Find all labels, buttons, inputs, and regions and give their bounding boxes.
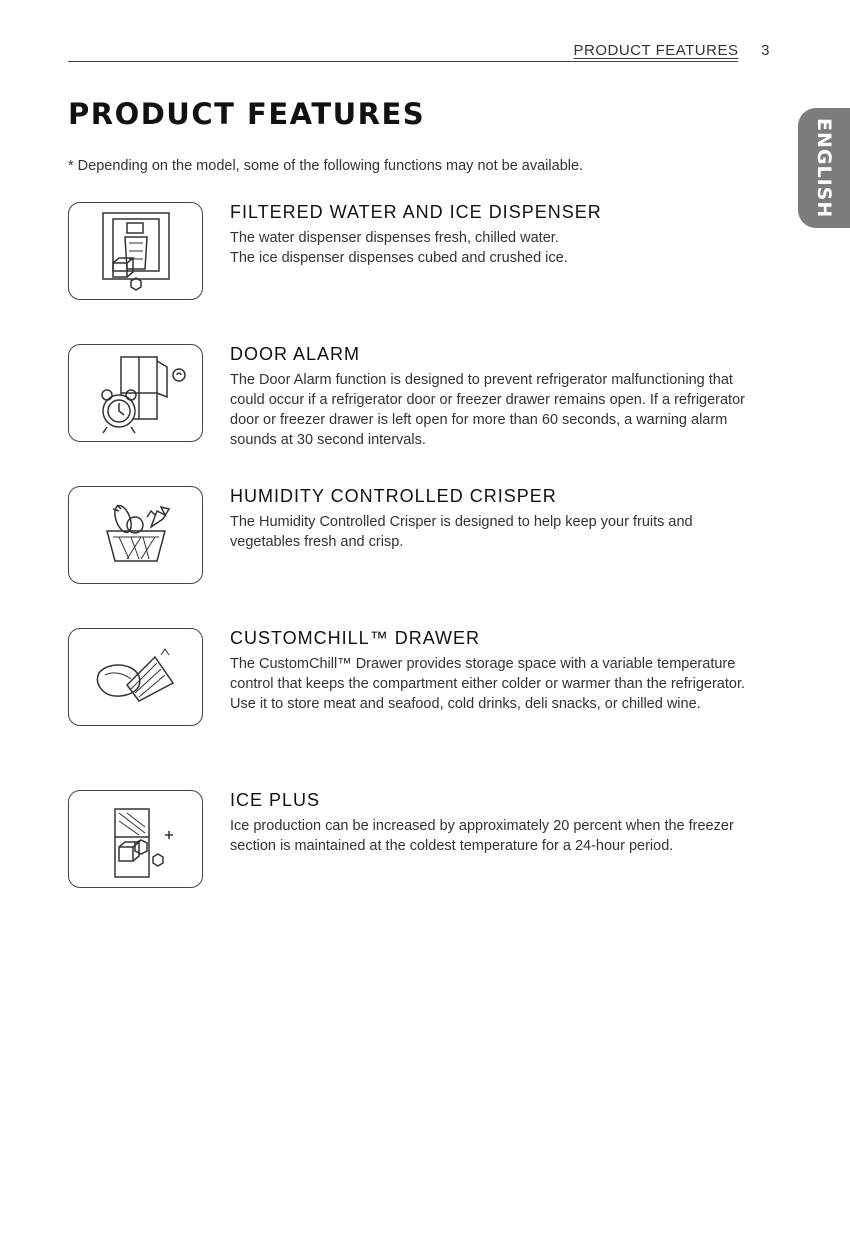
feature-title: DOOR ALARM — [230, 344, 361, 364]
availability-note: * Depending on the model, some of the following functions may not be available. — [68, 158, 584, 174]
feature-description: The Door Alarm function is designed to prevent refrigerator malfunctioning that could occur if a refrigerator door or freezer drawer remains open. If a refrigerator door or freezer drawer is left open for more than 60 seconds, a warning alarm sounds at 30 second intervals. — [230, 372, 745, 448]
water-ice-dispenser-icon — [68, 202, 203, 300]
feature-description: The water dispenser dispenses fresh, chilled water. The ice dispenser dispenses cubed and crushed ice. — [230, 230, 568, 266]
deli-food-icon — [68, 628, 203, 726]
feature-description: The CustomChill™ Drawer provides storage space with a variable temperature control that keeps the compartment either colder or warmer than the refrigerator. Use it to store meat and seafood, cold drinks, deli snacks, or chilled wine. — [230, 656, 745, 712]
page-number: 3 — [761, 42, 770, 59]
language-tab — [798, 108, 850, 228]
feature-title: HUMIDITY CONTROLLED CRISPER — [230, 486, 557, 506]
ice-plus-icon — [68, 790, 203, 888]
vegetable-basket-icon — [68, 486, 203, 584]
running-header-title: PRODUCT FEATURES — [573, 42, 739, 59]
feature-description: Ice production can be increased by approximately 20 percent when the freezer section is maintained at the coldest temperature for a 24-hour period. — [230, 818, 734, 854]
feature-title: ICE PLUS — [230, 790, 321, 810]
feature-title: CUSTOMCHILL™ DRAWER — [230, 628, 481, 648]
feature-description: The Humidity Controlled Crisper is designed to help keep your fruits and vegetables fresh and crisp. — [230, 514, 693, 550]
page-title: PRODUCT FEATURES — [68, 97, 426, 131]
running-header — [574, 42, 770, 59]
header-divider — [68, 61, 738, 62]
language-tab-label: ENGLISH — [813, 117, 835, 219]
feature-title: FILTERED WATER AND ICE DISPENSER — [230, 202, 602, 222]
alarm-clock-fridge-icon — [68, 344, 203, 442]
